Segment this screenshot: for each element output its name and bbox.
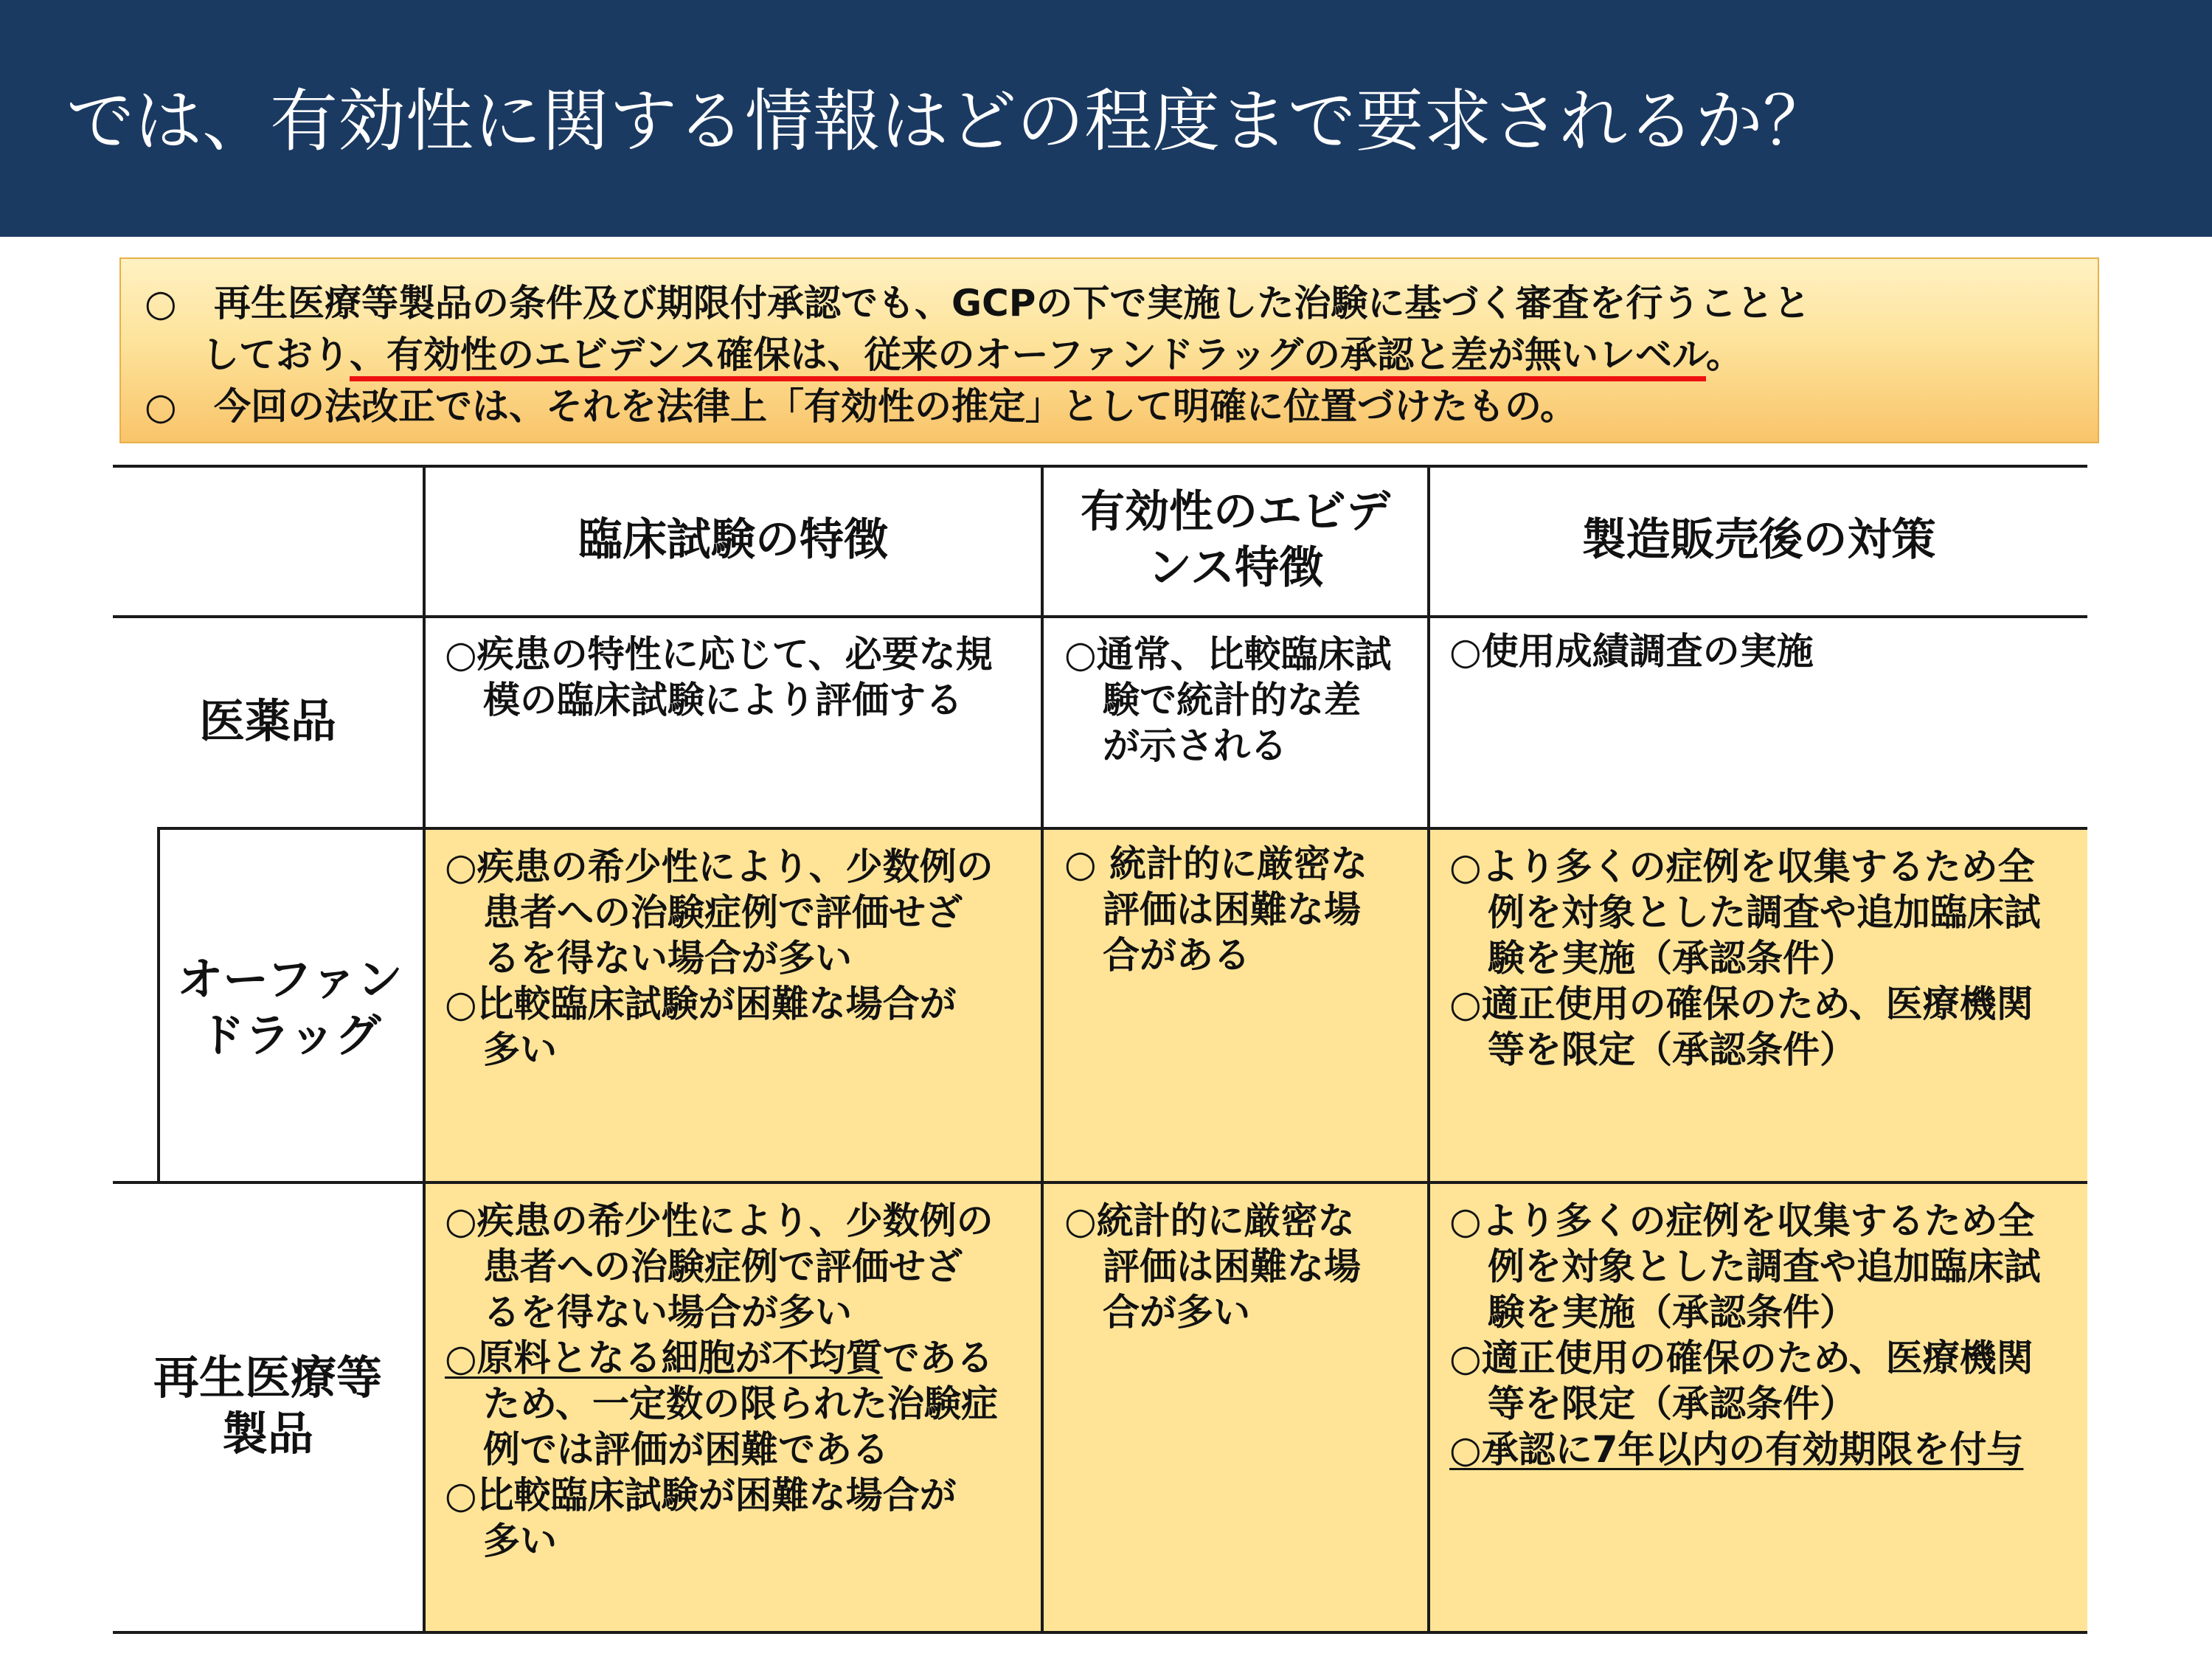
cell-line: ○使用成績調査の実施 (1449, 630, 1814, 673)
cell-orphan-evidence (1064, 841, 1367, 978)
title-bar (0, 0, 2212, 237)
cell-line: 多い (483, 1520, 557, 1562)
cell-line: ○適正使用の確保のため、医療機関 (1449, 983, 2034, 1025)
cell-line: 患者への治験症例で評価せざ (483, 891, 963, 934)
table-rule-row2 (113, 1181, 2087, 1184)
cell-line: ○統計的に厳密な (1064, 1199, 1355, 1242)
cell-drug-evidence (1064, 631, 1392, 769)
cell-line: るを得ない場合が多い (483, 1291, 852, 1334)
cell-line: ○より多くの症例を収集するため全 (1449, 1199, 2035, 1242)
cell-line: 評価は困難な場 (1103, 888, 1361, 931)
summary-text-2-prefix: しており (202, 333, 350, 376)
cell-line: 患者への治験症例で評価せざ (483, 1245, 963, 1288)
cell-drug-postmarket (1449, 628, 1814, 674)
cell-regen-evidence (1064, 1198, 1361, 1335)
row-label-regen (113, 1350, 423, 1462)
cell-line: るを得ない場合が多い (483, 937, 852, 980)
cell-line: ○通常、比較臨床試 (1064, 633, 1392, 676)
bullet-circle: ○ (145, 385, 177, 428)
page-title: では、有効性に関する情報はどの程度まで要求されるか？ (66, 82, 1831, 161)
cell-line: 例では評価が困難である (483, 1428, 889, 1471)
cell-line: 例を対象とした調査や追加臨床試 (1488, 1245, 2041, 1288)
cell-line: ○より多くの症例を収集するため全 (1449, 845, 2035, 888)
cell-line: が示される (1103, 724, 1287, 767)
header-clinical: 臨床試験の特徴 (578, 514, 888, 566)
cell-line: 験を実施（承認条件） (1488, 937, 1856, 980)
header-postmarket: 製造販売後の対策 (1581, 514, 1936, 566)
cell-line: 合が多い (1103, 1291, 1250, 1334)
table-col-rule-1 (423, 465, 426, 1634)
row-label-orphan-line-1: オーファン (177, 952, 403, 1006)
cell-line: ○疾患の希少性により、少数例の (445, 845, 994, 888)
summary-line-3 (145, 381, 1577, 432)
cell-line: ○比較臨床試験が困難な場合が (445, 983, 957, 1025)
cell-regen-postmarket (1449, 1198, 2041, 1472)
row-label-regen-line-2: 製品 (221, 1407, 313, 1461)
cell-line: 多い (483, 1028, 557, 1071)
cell-drug-clinical (445, 631, 993, 723)
cell-line: 模の臨床試験により評価する (483, 679, 963, 721)
header-evidence (1044, 484, 1427, 596)
summary-box (119, 257, 2099, 443)
cell-line: ○比較臨床試験が困難な場合が (445, 1474, 957, 1517)
underlined-text: ○承認に7年以内の有効期限を付与 (1449, 1428, 2024, 1471)
cell-line: 合がある (1103, 934, 1250, 977)
row-label-drug: 医薬品 (198, 694, 336, 748)
summary-text-3: 今回の法改正では、それを法律上「有効性の推定」として明確に位置づけたもの。 (214, 385, 1577, 428)
cell-orphan-postmarket (1449, 844, 2041, 1073)
cell-line: ○疾患の特性に応じて、必要な規 (445, 633, 993, 676)
underlined-text: ○原料となる細胞が不均質 (445, 1337, 883, 1379)
bullet-circle: ○ (145, 282, 177, 325)
cell-line: 等を限定（承認条件） (1488, 1028, 1856, 1071)
summary-text-2-highlight: 、有効性のエビデンス確保は、従来のオーファンドラッグの承認と差が無いレベル (350, 333, 1706, 376)
summary-text-2-suffix: 。 (1706, 333, 1743, 376)
row-label-orphan (157, 952, 423, 1064)
summary-text-1: 再生医療等製品の条件及び期限付承認でも、GCPの下で実施した治験に基づく審査を行うことと (214, 282, 1811, 325)
table-rule-header (113, 615, 2087, 618)
cell-line: ○ 統計的に厳密な (1064, 842, 1368, 885)
cell-line: ○適正使用の確保のため、医療機関 (1449, 1337, 2034, 1379)
table-col-rule-2 (1041, 465, 1044, 1634)
cell-line: 験で統計的な差 (1103, 679, 1361, 721)
cell-text-suffix: である (882, 1337, 994, 1379)
header-evidence-line-1: 有効性のエビデ (1081, 486, 1390, 538)
table-col-rule-3 (1427, 465, 1430, 1634)
row-label-orphan-line-2: ドラッグ (198, 1008, 381, 1062)
cell-line: 等を限定（承認条件） (1488, 1382, 1856, 1425)
table-rule-row1 (157, 827, 2087, 830)
comparison-table (113, 465, 2087, 1634)
cell-line: ため、一定数の限られた治験症 (483, 1382, 998, 1425)
cell-line: 評価は困難な場 (1103, 1245, 1361, 1288)
summary-line-2 (202, 330, 1743, 380)
cell-line: 験を実施（承認条件） (1488, 1291, 1856, 1334)
cell-line (445, 1335, 998, 1381)
row-label-regen-line-1: 再生医療等 (153, 1351, 382, 1405)
table-rule-top (113, 465, 2087, 468)
cell-line: 例を対象とした調査や追加臨床試 (1488, 891, 2041, 934)
table-rule-bottom (113, 1631, 2087, 1634)
summary-line-1 (145, 278, 1810, 328)
cell-orphan-clinical (445, 844, 994, 1073)
cell-line: ○疾患の希少性により、少数例の (445, 1199, 994, 1242)
header-evidence-line-2: ンス特徴 (1147, 542, 1324, 594)
cell-regen-clinical (445, 1198, 998, 1564)
cell-line (1449, 1427, 2041, 1472)
